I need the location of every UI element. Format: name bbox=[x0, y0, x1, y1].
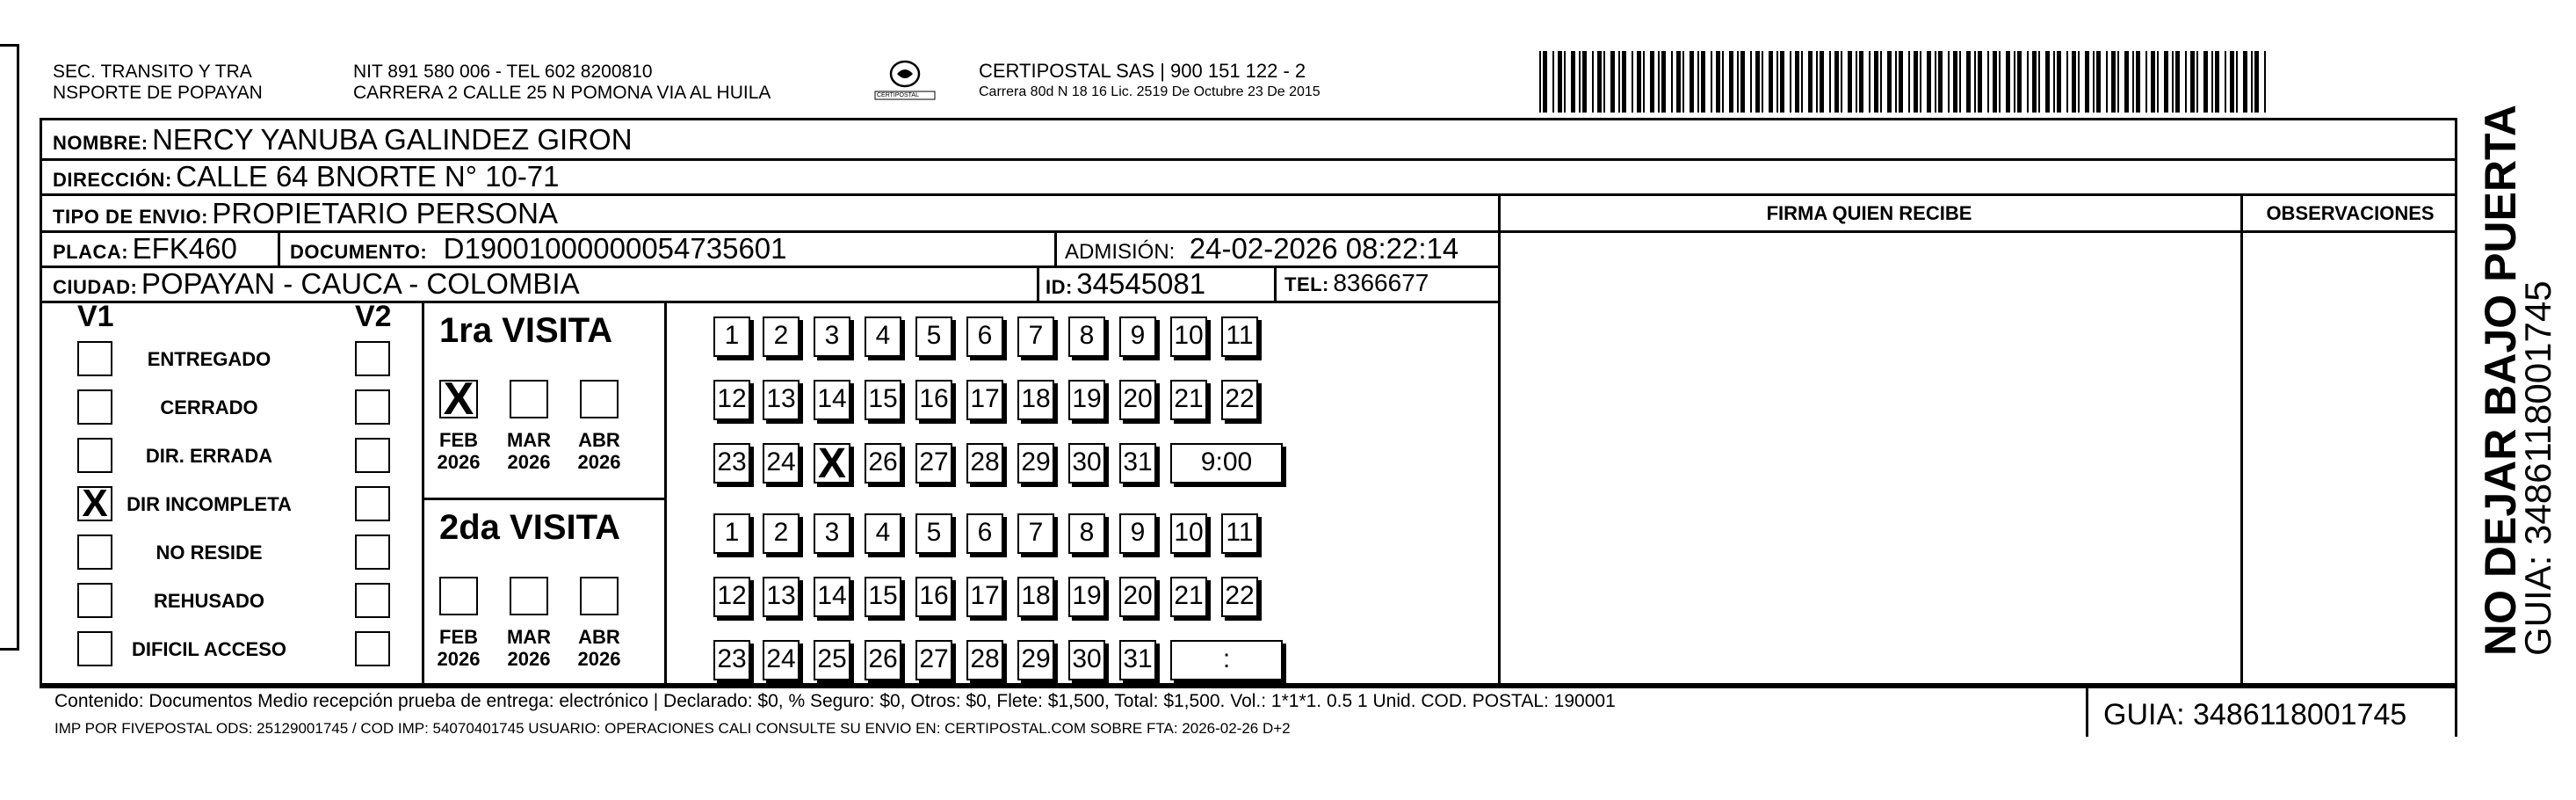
tel-label: TEL: bbox=[1284, 273, 1329, 295]
day-box[interactable] bbox=[814, 440, 850, 487]
day-box[interactable]: 13 bbox=[763, 380, 800, 420]
day-box[interactable]: 8 bbox=[1068, 513, 1105, 554]
month-checkbox[interactable] bbox=[580, 577, 619, 615]
id-cell bbox=[1046, 267, 1205, 301]
visit-title: 2da VISITA bbox=[439, 508, 620, 547]
day-box[interactable]: 21 bbox=[1170, 380, 1207, 420]
barcode-bar bbox=[1650, 51, 1654, 113]
logo-wordmark: CERTIPOSTAL bbox=[877, 92, 919, 98]
barcode-bar bbox=[1740, 51, 1745, 113]
day-box[interactable]: 13 bbox=[763, 577, 800, 617]
status-label: REHUSADO bbox=[154, 590, 264, 612]
barcode-bar bbox=[2185, 51, 2187, 113]
nombre-label: NOMBRE: bbox=[53, 132, 148, 154]
barcode-bar bbox=[2157, 51, 2159, 113]
id-label: ID: bbox=[1046, 276, 1073, 298]
barcode-bar bbox=[1690, 51, 1694, 113]
firma-header: FIRMA QUIEN RECIBE bbox=[1766, 202, 1972, 224]
barcode-bar bbox=[1711, 51, 1712, 113]
barcode-bar bbox=[2251, 51, 2253, 113]
day-box[interactable]: 22 bbox=[1221, 380, 1258, 420]
ciudad-value: POPAYAN - CAUCA - COLOMBIA bbox=[141, 267, 580, 300]
status-label: DIFICIL ACCESO bbox=[131, 638, 286, 660]
documento-label: DOCUMENTO: bbox=[290, 241, 428, 263]
barcode bbox=[1536, 49, 2272, 114]
barcode-bar bbox=[1564, 51, 1566, 113]
barcode-bar bbox=[1716, 51, 1720, 113]
day-box[interactable]: 18 bbox=[1017, 380, 1054, 420]
barcode-bar bbox=[1993, 51, 1997, 113]
nombre-row bbox=[53, 123, 633, 156]
barcode-bar bbox=[1935, 51, 1936, 113]
placa-value: EFK460 bbox=[132, 232, 237, 265]
day-box[interactable]: 24 bbox=[763, 443, 800, 484]
day-box[interactable]: 29 bbox=[1017, 640, 1054, 680]
day-box[interactable]: 17 bbox=[966, 577, 1003, 617]
v2-header: V2 bbox=[355, 300, 392, 333]
month-label: MAR 2026 bbox=[506, 626, 552, 670]
side-warning bbox=[2476, 105, 2558, 656]
barcode-bar bbox=[2196, 51, 2198, 113]
day-box[interactable]: 26 bbox=[865, 443, 901, 484]
barcode-bar bbox=[1603, 51, 1605, 113]
v2-checkbox[interactable] bbox=[355, 535, 390, 570]
day-box[interactable]: 11 bbox=[1221, 513, 1258, 554]
barcode-bar bbox=[1579, 51, 1581, 113]
day-box[interactable]: 3 bbox=[814, 316, 850, 357]
day-box[interactable]: 20 bbox=[1119, 577, 1156, 617]
barcode-bar bbox=[2124, 51, 2129, 113]
barcode-bar bbox=[1974, 51, 1976, 113]
day-box[interactable]: 31 bbox=[1119, 443, 1156, 484]
nombre-value: NERCY YANUBA GALINDEZ GIRON bbox=[152, 123, 633, 156]
barcode-bar bbox=[2145, 51, 2147, 113]
day-box[interactable]: 27 bbox=[915, 640, 952, 680]
check-mark-icon: X bbox=[82, 482, 108, 525]
barcode-bar bbox=[1859, 51, 1863, 113]
barcode-bar bbox=[1987, 51, 1989, 113]
documento-value: D19001000000054735601 bbox=[443, 232, 787, 265]
direccion-label: DIRECCIÓN: bbox=[53, 169, 172, 191]
ciudad-label: CIUDAD: bbox=[53, 276, 138, 298]
barcode-bar bbox=[1829, 51, 1831, 113]
time-box[interactable]: 9:00 bbox=[1170, 443, 1283, 484]
barcode-bar bbox=[2111, 51, 2116, 113]
admision-label: ADMISIÓN: bbox=[1065, 240, 1176, 264]
day-box[interactable]: 5 bbox=[915, 513, 952, 554]
day-box[interactable]: 1 bbox=[713, 513, 750, 554]
v2-checkbox[interactable] bbox=[355, 438, 390, 473]
month-label: ABR 2026 bbox=[577, 429, 621, 473]
barcode-bar bbox=[1978, 51, 1982, 113]
v2-checkbox[interactable] bbox=[355, 583, 390, 618]
barcode-bar bbox=[2175, 51, 2180, 113]
barcode-bar bbox=[2085, 51, 2089, 113]
footer-imp: IMP POR FIVEPOSTAL ODS: 25129001745 / COD IMP: 54070401745 USUARIO: OPERACIONES CALI CONSULTE SU ENVIO EN: CERTIPOSTAL.COM SOBRE FTA: 2026-02-26 D+2 bbox=[54, 720, 1291, 737]
barcode-bar bbox=[1610, 51, 1615, 113]
barcode-bar bbox=[1658, 51, 1660, 113]
day-box[interactable]: 28 bbox=[966, 640, 1003, 680]
day-box[interactable]: 16 bbox=[915, 380, 952, 420]
barcode-bar bbox=[1737, 51, 1739, 113]
month-label: MAR 2026 bbox=[506, 429, 552, 473]
barcode-bar bbox=[2117, 51, 2119, 113]
barcode-bar bbox=[1750, 51, 1752, 113]
barcode-bar bbox=[2225, 51, 2226, 113]
barcode-bar bbox=[2211, 51, 2213, 113]
direccion-row bbox=[53, 160, 560, 193]
certipostal-logo bbox=[870, 58, 940, 104]
barcode-bar bbox=[2106, 51, 2108, 113]
day-box[interactable]: 9 bbox=[1119, 316, 1156, 357]
v1-checkbox[interactable] bbox=[77, 438, 112, 473]
v1-checkbox[interactable] bbox=[77, 341, 112, 376]
status-label: DIR INCOMPLETA bbox=[127, 493, 292, 515]
header-certi-line1: CERTIPOSTAL SAS | 900 151 122 - 2 bbox=[979, 60, 1306, 82]
barcode-bar bbox=[2006, 51, 2010, 113]
barcode-bar bbox=[1697, 51, 1699, 113]
barcode-bar bbox=[1938, 51, 1943, 113]
day-box[interactable]: 30 bbox=[1068, 443, 1105, 484]
barcode-bar bbox=[2017, 51, 2022, 113]
day-box[interactable]: 2 bbox=[763, 513, 800, 554]
day-box[interactable]: 16 bbox=[915, 577, 952, 617]
barcode-bar bbox=[1780, 51, 1784, 113]
visit-title: 1ra VISITA bbox=[439, 311, 613, 350]
day-box[interactable]: 10 bbox=[1170, 513, 1207, 554]
month-label: FEB 2026 bbox=[437, 626, 481, 670]
day-box[interactable]: 12 bbox=[713, 380, 750, 420]
barcode-bar bbox=[1618, 51, 1620, 113]
v1-checkbox[interactable] bbox=[77, 631, 112, 666]
barcode-bar bbox=[2078, 51, 2080, 113]
barcode-bar bbox=[2032, 51, 2037, 113]
tipo-value: PROPIETARIO PERSONA bbox=[212, 197, 559, 229]
month-label: ABR 2026 bbox=[577, 626, 621, 670]
barcode-bar bbox=[1729, 51, 1733, 113]
barcode-bar bbox=[1543, 51, 1547, 113]
month-checkbox[interactable] bbox=[510, 380, 548, 418]
barcode-bar bbox=[1856, 51, 1857, 113]
barcode-bar bbox=[1959, 51, 1961, 113]
day-box[interactable]: 24 bbox=[763, 640, 800, 680]
barcode-bar bbox=[1671, 51, 1673, 113]
barcode-bar bbox=[1834, 51, 1839, 113]
barcode-bar bbox=[2190, 51, 2195, 113]
day-box[interactable]: 21 bbox=[1170, 577, 1207, 617]
barcode-bar bbox=[1755, 51, 1760, 113]
tel-value: 8366677 bbox=[1333, 269, 1429, 296]
barcode-bar bbox=[1920, 51, 1921, 113]
barcode-bar bbox=[1880, 51, 1882, 113]
header-certi-line2: Carrera 80d N 18 16 Lic. 2519 De Octubre 23 De 2015 bbox=[979, 84, 1321, 99]
barcode-bar bbox=[2215, 51, 2219, 113]
day-box[interactable]: 7 bbox=[1017, 513, 1054, 554]
barcode-bar bbox=[1874, 51, 1878, 113]
barcode-bar bbox=[1776, 51, 1778, 113]
barcode-bar bbox=[1552, 51, 1554, 113]
v2-checkbox[interactable] bbox=[355, 341, 390, 376]
month-checkbox[interactable] bbox=[439, 374, 478, 425]
day-box[interactable]: 15 bbox=[865, 577, 901, 617]
barcode-bar bbox=[1637, 51, 1641, 113]
footer-contenido: Contenido: Documentos Medio recepción prueba de entrega: electrónico | Declarado: $0, % Seguro: $0, Otros: $0, Flete: $1,500, Total: $1,500. Vol.: 1*1*1. 0.5 1 Unid. COD. POSTAL: 190001 bbox=[54, 691, 1616, 711]
barcode-bar bbox=[1676, 51, 1681, 113]
day-box[interactable]: 18 bbox=[1017, 577, 1054, 617]
barcode-bar bbox=[2014, 51, 2015, 113]
barcode-bar bbox=[1582, 51, 1587, 113]
barcode-bar bbox=[1899, 51, 1903, 113]
barcode-bar bbox=[1558, 51, 1562, 113]
day-box[interactable]: 12 bbox=[713, 577, 750, 617]
barcode-bar bbox=[2053, 51, 2055, 113]
barcode-bar bbox=[1643, 51, 1645, 113]
day-box[interactable]: 10 bbox=[1170, 316, 1207, 357]
tipo-label: TIPO DE ENVIO: bbox=[53, 206, 208, 228]
barcode-bar bbox=[1790, 51, 1791, 113]
barcode-bar bbox=[1841, 51, 1842, 113]
day-box[interactable]: 1 bbox=[713, 316, 750, 357]
day-box[interactable]: 3 bbox=[814, 513, 850, 554]
day-box[interactable]: 23 bbox=[713, 640, 750, 680]
header-certi bbox=[979, 60, 1321, 102]
barcode-bar bbox=[2264, 51, 2266, 113]
v1-checkbox[interactable] bbox=[77, 535, 112, 570]
day-box[interactable]: 23 bbox=[713, 443, 750, 484]
documento-cell bbox=[290, 232, 787, 265]
barcode-bar bbox=[1999, 51, 2001, 113]
day-box[interactable]: 28 bbox=[966, 443, 1003, 484]
status-label: NO RESIDE bbox=[156, 542, 263, 564]
barcode-bar bbox=[2136, 51, 2140, 113]
admision-cell bbox=[1065, 232, 1458, 265]
barcode-bar bbox=[1661, 51, 1666, 113]
v2-checkbox[interactable] bbox=[355, 631, 390, 666]
month-label: FEB 2026 bbox=[437, 429, 481, 473]
barcode-bar bbox=[1701, 51, 1705, 113]
barcode-bar bbox=[1622, 51, 1626, 113]
v1-header: V1 bbox=[77, 300, 114, 333]
barcode-bar bbox=[1539, 51, 1541, 113]
ciudad-cell bbox=[53, 267, 580, 301]
barcode-bar bbox=[2045, 51, 2050, 113]
month-checkbox[interactable] bbox=[580, 380, 619, 418]
barcode-bar bbox=[1769, 51, 1773, 113]
barcode-bar bbox=[1592, 51, 1594, 113]
barcode-bar bbox=[2236, 51, 2238, 113]
day-box[interactable]: 15 bbox=[865, 380, 901, 420]
barcode-bar bbox=[2230, 51, 2234, 113]
header-sec-line1: SEC. TRANSITO Y TRA bbox=[53, 62, 252, 82]
day-box[interactable]: 25 bbox=[814, 640, 850, 680]
month-checkbox[interactable] bbox=[439, 577, 478, 615]
status-label: ENTREGADO bbox=[147, 348, 271, 370]
day-box[interactable]: 4 bbox=[865, 316, 901, 357]
barcode-bar bbox=[2057, 51, 2061, 113]
header-sec bbox=[53, 62, 263, 104]
tel-cell bbox=[1284, 269, 1429, 297]
barcode-bar bbox=[2151, 51, 2155, 113]
direccion-value: CALLE 64 BNORTE N° 10-71 bbox=[176, 160, 560, 193]
check-mark-icon: X bbox=[817, 440, 846, 487]
barcode-bar bbox=[1571, 51, 1575, 113]
barcode-bar bbox=[1820, 51, 1824, 113]
admision-value: 24-02-2026 08:22:14 bbox=[1189, 232, 1459, 265]
day-box[interactable]: 4 bbox=[865, 513, 901, 554]
barcode-bar bbox=[1895, 51, 1897, 113]
header-nit bbox=[353, 62, 771, 104]
day-box[interactable]: 9 bbox=[1119, 513, 1156, 554]
barcode-bar bbox=[1887, 51, 1892, 113]
footer-guia: GUIA: 3486118001745 bbox=[2103, 698, 2407, 731]
day-box[interactable]: 22 bbox=[1221, 577, 1258, 617]
day-box[interactable]: 19 bbox=[1068, 577, 1105, 617]
day-box[interactable]: 30 bbox=[1068, 640, 1105, 680]
check-mark-icon: X bbox=[443, 374, 474, 425]
barcode-bar bbox=[1953, 51, 1957, 113]
barcode-bar bbox=[2254, 51, 2259, 113]
barcode-bar bbox=[1816, 51, 1818, 113]
barcode-bar bbox=[2093, 51, 2095, 113]
left-margin-mark bbox=[0, 44, 19, 651]
day-box[interactable]: 19 bbox=[1068, 380, 1105, 420]
day-box[interactable]: 31 bbox=[1119, 640, 1156, 680]
barcode-bar bbox=[2066, 51, 2068, 113]
day-box[interactable]: 29 bbox=[1017, 443, 1054, 484]
day-box[interactable]: 27 bbox=[915, 443, 952, 484]
v2-checkbox[interactable] bbox=[355, 486, 390, 521]
day-box[interactable]: 14 bbox=[814, 380, 850, 420]
barcode-bar bbox=[2172, 51, 2174, 113]
observaciones-header: OBSERVACIONES bbox=[2266, 202, 2435, 224]
v1-checkbox[interactable] bbox=[77, 583, 112, 618]
barcode-bar bbox=[1808, 51, 1813, 113]
barcode-bar bbox=[1597, 51, 1602, 113]
header-nit-line1: NIT 891 580 006 - TEL 602 8200810 bbox=[353, 62, 653, 82]
side-sub-text: GUIA: 3486118001745 bbox=[2517, 280, 2558, 656]
v2-checkbox[interactable] bbox=[355, 389, 390, 425]
day-box[interactable]: 7 bbox=[1017, 316, 1054, 357]
barcode-bar bbox=[1632, 51, 1633, 113]
barcode-bar bbox=[2072, 51, 2076, 113]
barcode-bar bbox=[2203, 51, 2208, 113]
day-box[interactable]: 20 bbox=[1119, 380, 1156, 420]
side-main-text: NO DEJAR BAJO PUERTA bbox=[2476, 105, 2525, 656]
id-value: 34545081 bbox=[1076, 267, 1206, 300]
day-box[interactable]: 11 bbox=[1221, 316, 1258, 357]
v1-checkbox[interactable] bbox=[77, 482, 112, 525]
day-box[interactable]: 5 bbox=[915, 316, 952, 357]
barcode-bar bbox=[1801, 51, 1803, 113]
barcode-bar bbox=[1848, 51, 1852, 113]
day-box[interactable]: 2 bbox=[763, 316, 800, 357]
tipo-row bbox=[53, 197, 558, 230]
day-box[interactable]: 26 bbox=[865, 640, 901, 680]
barcode-bar bbox=[2038, 51, 2040, 113]
barcode-bar bbox=[1869, 51, 1870, 113]
barcode-bar bbox=[2096, 51, 2101, 113]
barcode-bar bbox=[1908, 51, 1910, 113]
barcode-bar bbox=[1914, 51, 1918, 113]
time-box[interactable]: : bbox=[1170, 640, 1283, 680]
day-box[interactable]: 6 bbox=[966, 513, 1003, 554]
day-box[interactable]: 14 bbox=[814, 577, 850, 617]
barcode-bar bbox=[1948, 51, 1950, 113]
barcode-bar bbox=[1927, 51, 1931, 113]
barcode-bar bbox=[1682, 51, 1684, 113]
placa-cell bbox=[53, 232, 237, 265]
day-box[interactable]: 6 bbox=[966, 316, 1003, 357]
month-checkbox[interactable] bbox=[510, 577, 548, 615]
barcode-bar bbox=[1762, 51, 1763, 113]
barcode-bar bbox=[2027, 51, 2029, 113]
status-label: DIR. ERRADA bbox=[145, 445, 273, 467]
day-box[interactable]: 17 bbox=[966, 380, 1003, 420]
header-sec-line2: NSPORTE DE POPAYAN bbox=[53, 83, 263, 103]
placa-label: PLACA: bbox=[53, 241, 129, 263]
barcode-bar bbox=[2243, 51, 2247, 113]
barcode-bar bbox=[1795, 51, 1799, 113]
status-label: CERRADO bbox=[160, 396, 258, 418]
barcode-bar bbox=[2164, 51, 2168, 113]
barcode-bar bbox=[1966, 51, 1971, 113]
day-box[interactable]: 8 bbox=[1068, 316, 1105, 357]
v1-checkbox[interactable] bbox=[77, 389, 112, 425]
header-nit-line2: CARRERA 2 CALLE 25 N POMONA VIA AL HUILA bbox=[353, 83, 771, 103]
barcode-bar bbox=[2132, 51, 2134, 113]
barcode-bar bbox=[1722, 51, 1724, 113]
